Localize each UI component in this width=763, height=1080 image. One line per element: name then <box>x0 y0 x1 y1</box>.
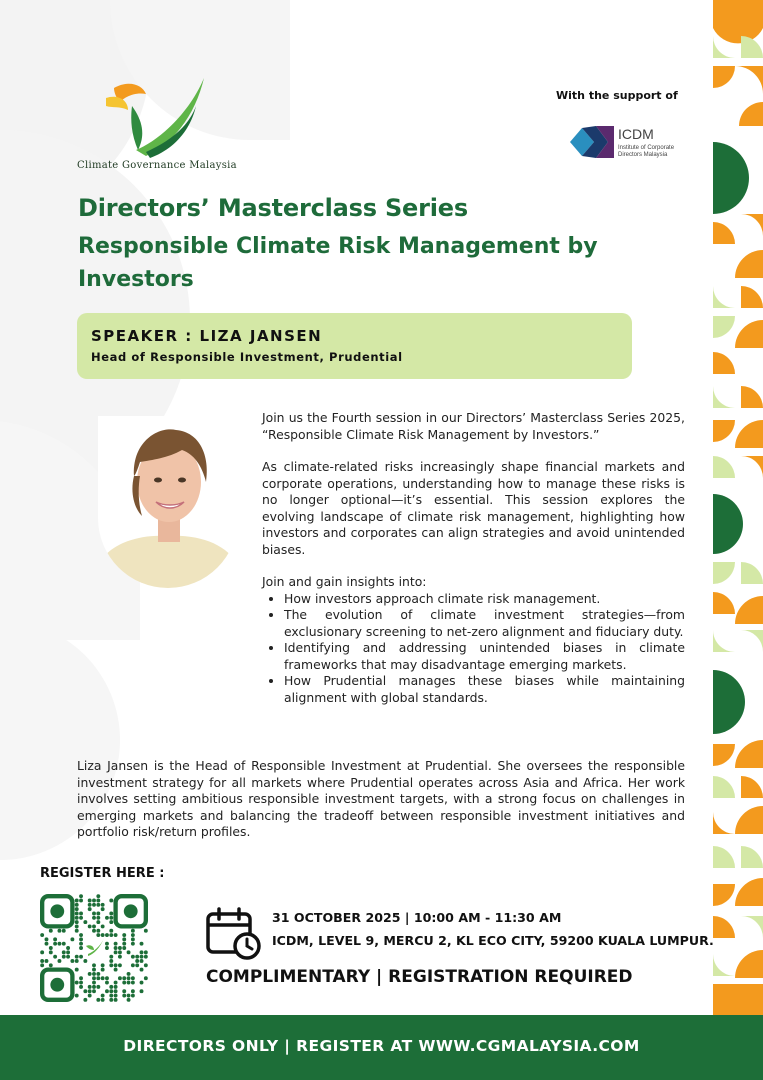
list-item: • How Prudential manages these biases while maintaining alignment with global standards. <box>284 673 685 706</box>
speaker-name: SPEAKER : LIZA JANSEN <box>91 327 323 345</box>
cgm-logo <box>76 76 236 166</box>
speaker-photo <box>98 416 238 588</box>
insights-heading: Join and gain insights into: <box>262 574 427 589</box>
speaker-bio: Liza Jansen is the Head of Responsible Investment at Prudential. She oversees the responsible investment strategy for all markets where Prudential operates across Asia and Africa. Her work involves setting ambitious responsible investment targets, with a strong focus on challenges in emerging markets and balancing the tradeoff between responsible investment initiatives and portfolio risk/return profiles. <box>77 758 685 839</box>
insights-list <box>262 591 685 707</box>
complimentary-note: COMPLIMENTARY | REGISTRATION REQUIRED <box>206 967 633 987</box>
intro-paragraph: Join us the Fourth session in our Directors’ Masterclass Series 2025, “Responsible Climate Risk Management by Investors.” <box>262 410 685 442</box>
partner-full-name: Institute of Corporate Directors Malaysia <box>618 145 675 158</box>
description <box>262 410 685 706</box>
qr-code[interactable] <box>40 894 148 1002</box>
context-paragraph: As climate-related risks increasingly shape financial markets and corporate operations, understanding how to manage these risks is no longer optional—it’s essential. This session explores the evolving landscape of climate risk management, highlighting how investors and corporates can align strategies and avoid unintended biases. <box>262 459 685 557</box>
speaker-box <box>77 313 632 379</box>
org-name: Climate Governance Malaysia <box>77 160 237 171</box>
event-date-time: 31 OCTOBER 2025 | 10:00 AM - 11:30 AM <box>272 910 562 925</box>
register-label: REGISTER HERE : <box>40 866 165 881</box>
support-label: With the support of <box>556 89 678 102</box>
calendar-clock-icon <box>205 906 263 960</box>
speaker-role: Head of Responsible Investment, Prudential <box>91 350 403 364</box>
footer-bar <box>0 1015 763 1080</box>
session-title: Responsible Climate Risk Management by Investors <box>78 234 598 292</box>
decorative-pattern <box>713 0 763 1015</box>
event-venue: ICDM, LEVEL 9, MERCU 2, KL ECO CITY, 59200 KUALA LUMPUR. <box>272 933 714 948</box>
list-item: • Identifying and addressing unintended biases in climate frameworks that may disadvantage emerging markets. <box>284 640 685 673</box>
series-title: Directors’ Masterclass Series <box>78 194 468 222</box>
footer-register-link[interactable]: DIRECTORS ONLY | REGISTER AT WWW.CGMALAYSIA.COM <box>123 1037 640 1055</box>
list-item: • How investors approach climate risk management. <box>284 591 685 608</box>
partner-abbr: ICDM <box>618 126 654 142</box>
list-item: • The evolution of climate investment strategies—from exclusionary screening to net-zero alignment and fiduciary duty. <box>284 607 685 640</box>
